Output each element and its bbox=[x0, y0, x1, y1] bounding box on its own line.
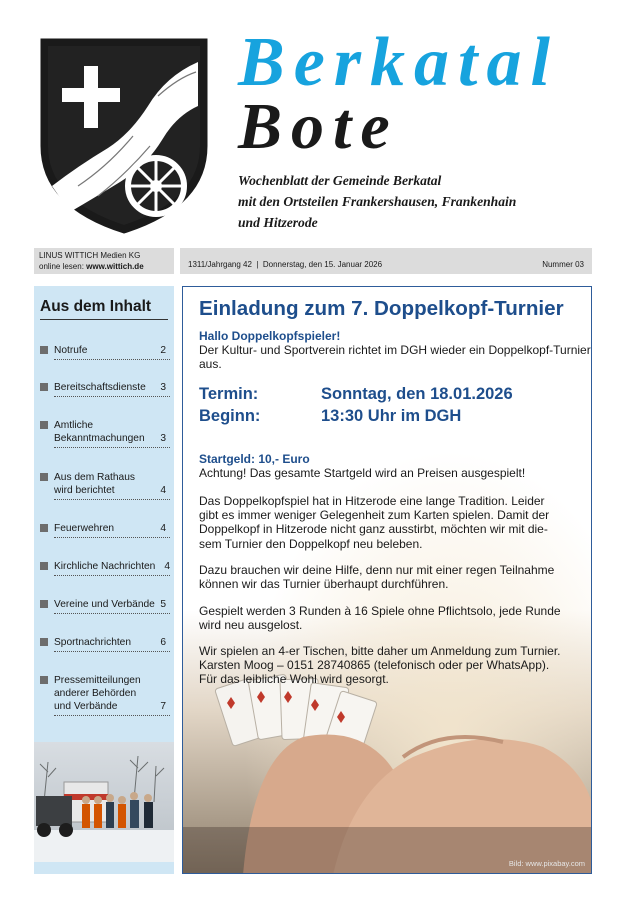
square-bullet-icon bbox=[40, 562, 48, 570]
toc-item-label: Vereine und Verbände bbox=[54, 599, 155, 610]
text-line: Doppelkopf in Hitzerode nicht ganz ausstirbt, möchten wir mit die- bbox=[199, 522, 548, 537]
issue-bar bbox=[180, 248, 592, 274]
issue-number: Nummer 03 bbox=[542, 259, 584, 269]
subtitle-line: Wochenblatt der Gemeinde Berkatal bbox=[238, 173, 442, 188]
startgeld-heading: Startgeld: 10,- Euro bbox=[199, 452, 310, 466]
photo-credit: Bild: www.pixabay.com bbox=[508, 859, 585, 868]
toc-item-label: Notrufe bbox=[54, 345, 88, 356]
text-line: aus. bbox=[199, 357, 222, 372]
beginn-value: 13:30 Uhr im DGH bbox=[321, 407, 462, 425]
text-line: Für das leibliche Wohl wird gesorgt. bbox=[199, 672, 389, 687]
toc-item-page: 4 bbox=[160, 523, 166, 534]
toc-item-page: 6 bbox=[160, 637, 166, 648]
text-line: Gespielt werden 3 Runden à 16 Spiele ohne Pflichtsolo, jede Runde bbox=[199, 604, 561, 618]
text-line: gibt es immer weniger Gelegenheit zum Karten spielen. Damit der bbox=[199, 508, 550, 523]
square-bullet-icon bbox=[40, 473, 48, 481]
square-bullet-icon bbox=[40, 346, 48, 354]
toc-item-page: 3 bbox=[160, 433, 166, 444]
online-url-link[interactable]: www.wittich.de bbox=[86, 262, 144, 271]
paragraph-help bbox=[199, 563, 589, 591]
coat-of-arms-icon bbox=[38, 36, 210, 236]
toc-title: Aus dem Inhalt bbox=[40, 298, 152, 315]
square-bullet-icon bbox=[40, 676, 48, 684]
termin-label: Termin: bbox=[199, 385, 259, 403]
subtitle-line: mit den Ortsteilen Frankershausen, Frankenhain bbox=[238, 194, 517, 209]
square-bullet-icon bbox=[40, 383, 48, 391]
square-bullet-icon bbox=[40, 638, 48, 646]
toc-item-page: 5 bbox=[160, 599, 166, 610]
square-bullet-icon bbox=[40, 524, 48, 532]
startgeld-note bbox=[199, 466, 589, 480]
publisher-info bbox=[34, 248, 174, 274]
toc-item-label: Pressemitteilungen bbox=[54, 675, 141, 686]
toc-item-label: wird berichtet bbox=[54, 485, 115, 496]
toc-item-page: 4 bbox=[160, 485, 166, 496]
toc-item-page: 7 bbox=[160, 701, 166, 712]
article-box bbox=[182, 286, 592, 874]
paragraph-rounds bbox=[199, 604, 589, 632]
publisher-name: LINUS WITTICH Medien KG bbox=[39, 251, 141, 260]
text-line: Dazu brauchen wir deine Hilfe, denn nur mit einer regen Teilnahme bbox=[199, 563, 555, 577]
termin-value: Sonntag, den 18.01.2026 bbox=[321, 385, 513, 403]
square-bullet-icon bbox=[40, 421, 48, 429]
online-prefix: online lesen: bbox=[39, 262, 87, 271]
text-line: Wir spielen an 4-er Tischen, bitte daher um Anmeldung zum Turnier. bbox=[199, 644, 561, 658]
toc-item-label: Feuerwehren bbox=[54, 523, 115, 534]
square-bullet-icon bbox=[40, 600, 48, 608]
online-info bbox=[39, 261, 169, 272]
article-title: Einladung zum 7. Doppelkopf-Turnier bbox=[199, 297, 564, 320]
masthead-title-2: Bote bbox=[238, 90, 399, 163]
text-line: können wir das Turnier überhaupt durchführen. bbox=[199, 577, 449, 592]
toc-divider bbox=[40, 319, 168, 320]
masthead-subtitle bbox=[238, 170, 608, 233]
toc-item-label: Kirchliche Nachrichten bbox=[54, 561, 156, 572]
beginn-label: Beginn: bbox=[199, 407, 261, 425]
toc-item-label: Sportnachrichten bbox=[54, 637, 132, 648]
issue-info: 1311/Jahrgang 42 | Donnerstag, den 15. Januar 2026 bbox=[188, 259, 383, 269]
toc-item-label: anderer Behörden bbox=[54, 688, 137, 699]
toc-item-page: 3 bbox=[160, 382, 166, 393]
text-line: wird neu ausgelost. bbox=[199, 618, 303, 633]
text-line: Der Kultur- und Sportverein richtet im DGH wieder ein Doppelkopf-Turnier bbox=[199, 343, 591, 357]
text-line: Das Doppelkopfspiel hat in Hitzerode eine lange Tradition. Leider bbox=[199, 494, 545, 508]
text-line: sem Turnier den Doppelkopf neu beleben. bbox=[199, 536, 423, 551]
text-line: Achtung! Das gesamte Startgeld wird an Preisen ausgespielt! bbox=[199, 466, 526, 480]
masthead-title: Berkatal bbox=[238, 24, 559, 101]
toc-item-page: 4 bbox=[164, 561, 170, 572]
table-of-contents bbox=[34, 286, 174, 874]
toc-item-label: Amtliche bbox=[54, 420, 94, 431]
fire-brigade-photo bbox=[34, 742, 174, 862]
toc-item-label: Aus dem Rathaus bbox=[54, 472, 135, 483]
toc-item-label: Bereitschaftsdienste bbox=[54, 382, 146, 393]
text-line: Karsten Moog – 0151 28740865 (telefonisch oder per WhatsApp). bbox=[199, 658, 550, 673]
subtitle-line: und Hitzerode bbox=[238, 215, 318, 230]
article-greeting: Hallo Doppelkopfspieler! bbox=[199, 329, 341, 343]
paragraph-registration bbox=[199, 644, 589, 687]
intro-paragraph bbox=[199, 343, 589, 371]
toc-item-label: Bekanntmachungen bbox=[54, 433, 145, 444]
toc-item-label: und Verbände bbox=[54, 701, 118, 712]
toc-item-page: 2 bbox=[160, 345, 166, 356]
paragraph-tradition bbox=[199, 494, 589, 551]
